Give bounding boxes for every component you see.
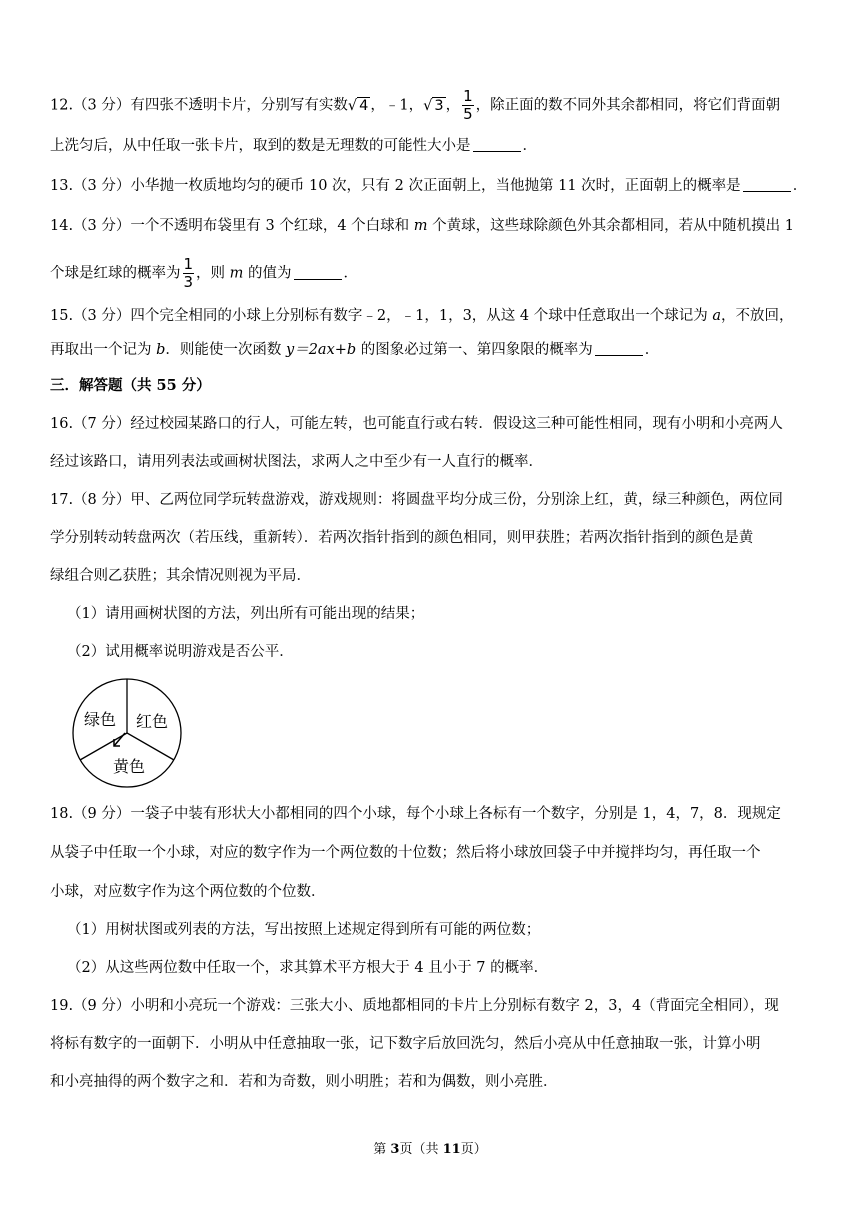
q12-line2: 上洗匀后，从中任取一张卡片，取到的数是无理数的可能性大小是 ． — [50, 138, 537, 154]
section-heading: 三．解答题（共 55 分） — [50, 377, 211, 394]
answer-blank — [473, 137, 521, 152]
q18-sub2: （2）从这些两位数中任取一个，求其算术平方根大于 4 且小于 7 的概率． — [67, 960, 549, 976]
answer-blank — [294, 265, 342, 280]
answer-blank — [595, 341, 643, 356]
q14-line1: 14.（3 分）一个不透明布袋里有 3 个红球，4 个白球和 m 个黄球，这些球除颜色外其余都相同，若从中随机摸出 1 — [50, 218, 794, 234]
q16-line1: 16.（7 分）经过校园某路口的行人，可能左转，也可能直行或右转．假设这三种可能性相同，现有小明和小亮两人 — [50, 416, 783, 432]
q16-line2: 经过该路口，请用列表法或画树状图法，求两人之中至少有一人直行的概率． — [50, 454, 543, 470]
fraction-one-third: $\frac{1}{3}$ — [183, 255, 194, 291]
sqrt-3: √ 3 — [423, 97, 444, 114]
spinner-wheel-diagram — [70, 678, 184, 788]
q15-line1: 15.（3 分）四个完全相同的小球上分别标有数字﹣2，﹣1，1，3，从这 4 个球中任意取出一个球记为 a，不放回， — [50, 308, 794, 324]
q17-sub1: （1）请用画树状图的方法，列出所有可能出现的结果； — [67, 606, 425, 622]
page-total: 11 — [442, 1142, 461, 1157]
q17-line2: 学分别转动转盘两次（若压线，重新转）．若两次指针指到的颜色相同，则甲获胜；若两次指针指到的颜色是黄 — [50, 530, 754, 546]
page-footer: 第 3页（共 11页） — [373, 1142, 487, 1157]
q19-line3: 和小亮抽得的两个数字之和．若和为奇数，则小明胜；若和为偶数，则小亮胜． — [50, 1074, 558, 1090]
wheel-label-yellow: 黄色 — [113, 757, 146, 776]
q14-line2: 个球是红球的概率为 $\frac{1}{3}$ ，则 m 的值为 ． — [50, 255, 359, 291]
fraction-one-fifth: $\frac{1}{5}$ — [463, 87, 473, 123]
q17-sub2: （2）试用概率说明游戏是否公平． — [67, 644, 294, 660]
sqrt-4: √ 4 — [347, 97, 369, 114]
page-number: 3 — [390, 1142, 400, 1157]
q12-line1: 12.（3 分）有四张不透明卡片，分别写有实数√ 4 ，﹣1，√ 3 ， $\frac{1}{5}$ ，除正面的数不同外其余都相同，将它们背面朝 — [50, 87, 781, 123]
q18-sub1: （1）用树状图或列表的方法，写出按照上述规定得到所有可能的两位数； — [67, 922, 541, 938]
q15-line2: 再取出一个记为 b．则能使一次函数 y＝2ax+b 的图象必过第一、第四象限的概率为 ． — [50, 342, 660, 358]
q19-line1: 19.（9 分）小明和小亮玩一个游戏：三张大小、质地都相同的卡片上分别标有数字 2，3，4（背面完全相同），现 — [50, 998, 779, 1014]
q18-line3: 小球，对应数字作为这个两位数的个位数． — [50, 884, 326, 900]
divider-right — [127, 733, 174, 760]
q17-line3: 绿组合则乙获胜；其余情况则视为平局． — [50, 568, 311, 584]
q18-line1: 18.（9 分）一袋子中装有形状大小都相同的四个小球，每个小球上各标有一个数字，分别是 1，4，7，8．现规定 — [50, 806, 781, 822]
q17-line1: 17.（8 分）甲、乙两位同学玩转盘游戏，游戏规则：将圆盘平均分成三份，分别涂上红，黄，绿三种颜色，两位同 — [50, 492, 783, 508]
wheel-label-green: 绿色 — [84, 710, 117, 729]
q18-line2: 从袋子中任取一个小球，对应的数字作为一个两位数的十位数；然后将小球放回袋子中并搅拌均匀，再任取一个 — [50, 845, 761, 861]
q19-line2: 将标有数字的一面朝下．小明从中任意抽取一张，记下数字后放回洗匀，然后小亮从中任意抽取一张，计算小明 — [50, 1036, 761, 1052]
q13-line1: 13.（3 分）小华抛一枚质地均匀的硬币 10 次，只有 2 次正面朝上，当他抛第 11 次时，正面朝上的概率是 ． — [50, 178, 808, 194]
wheel-label-red: 红色 — [136, 712, 169, 731]
answer-blank — [743, 177, 791, 192]
